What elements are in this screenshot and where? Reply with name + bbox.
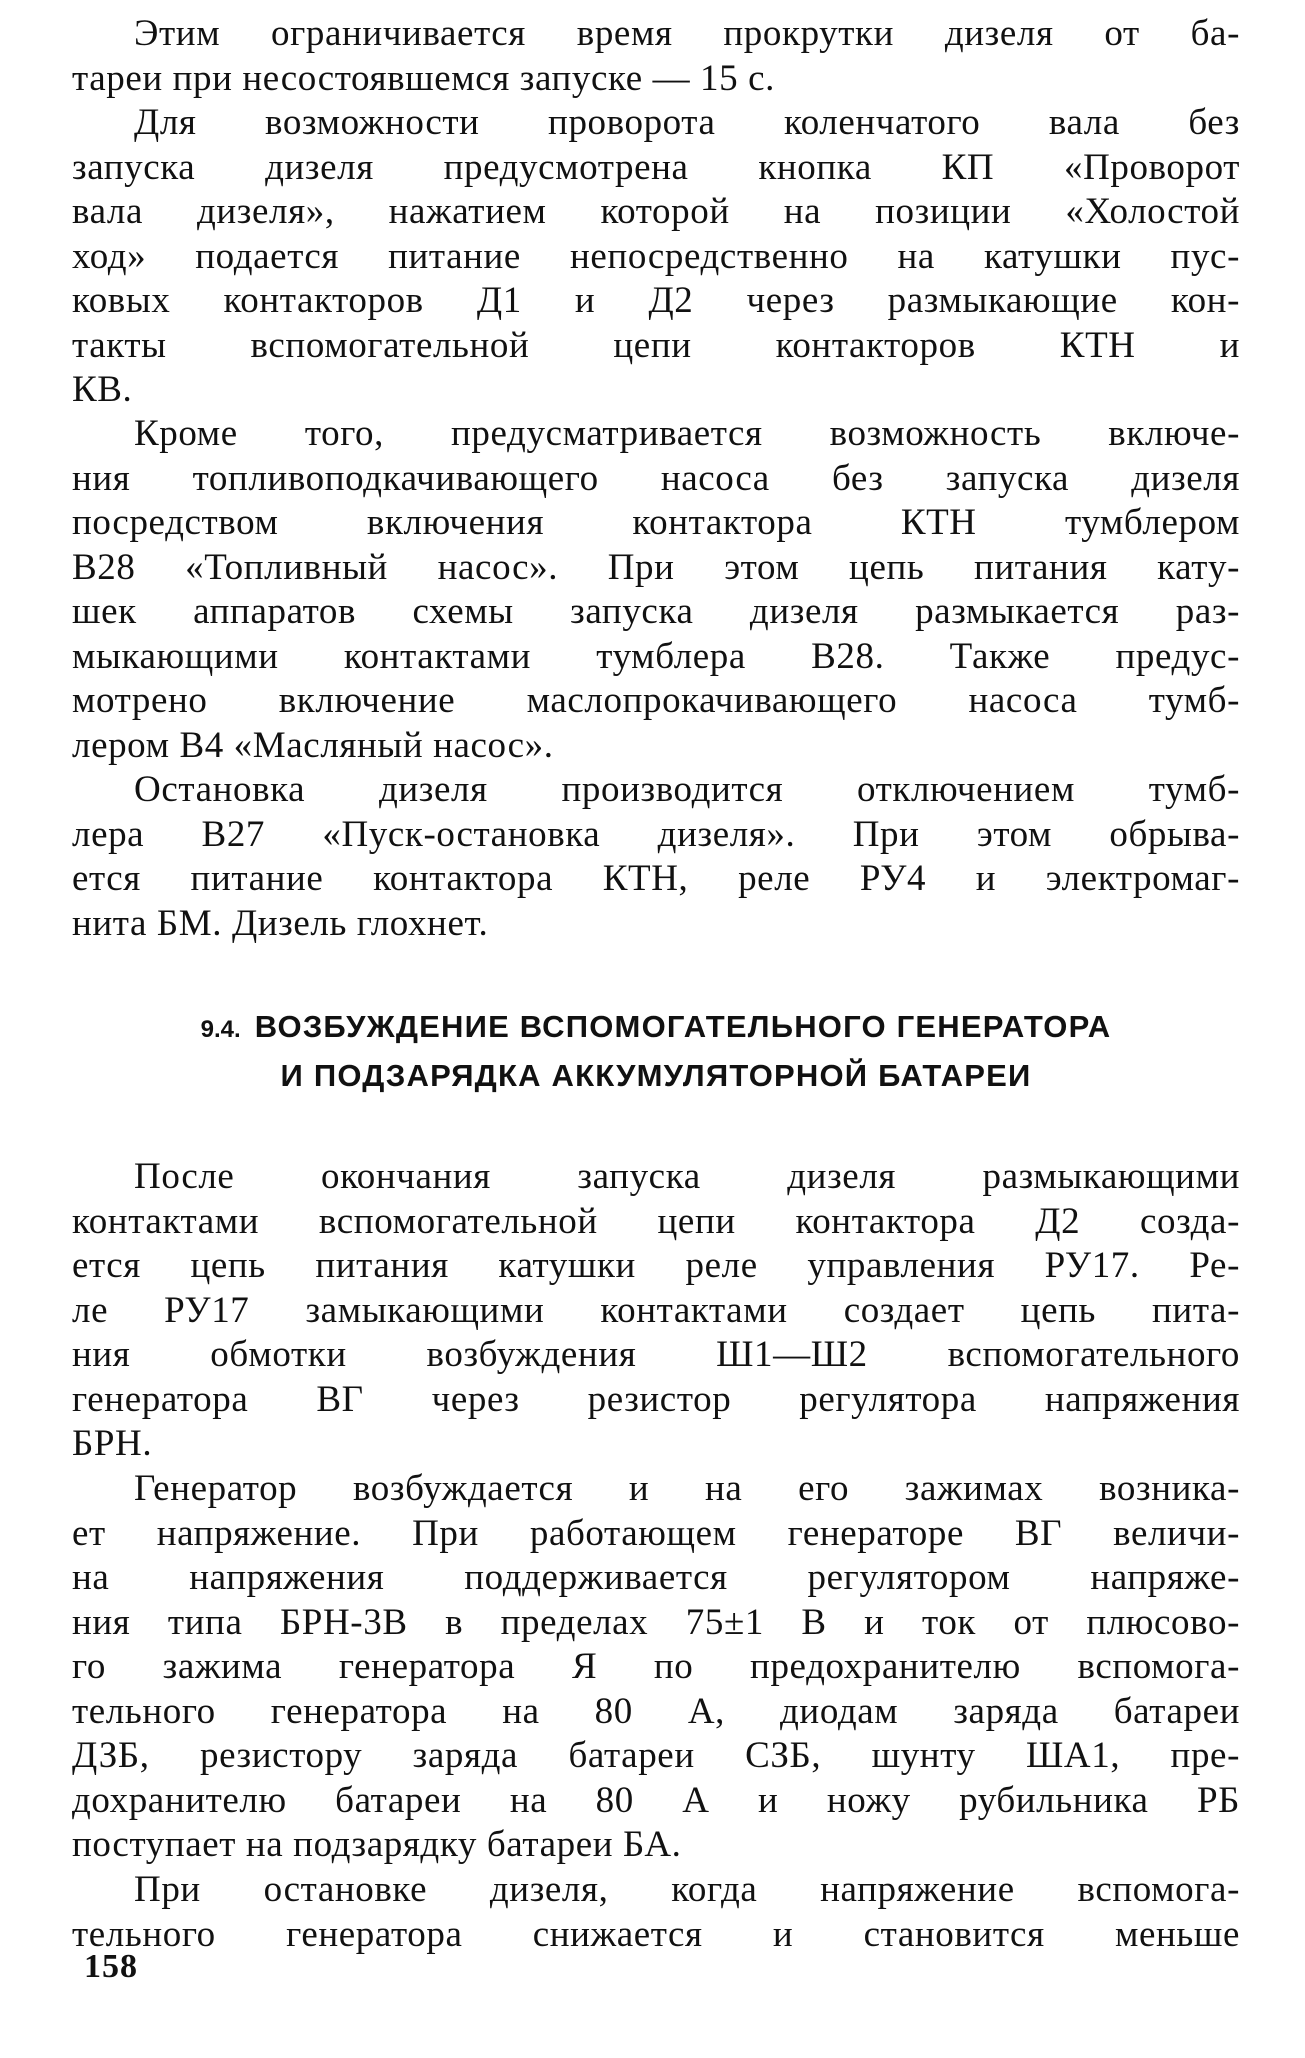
text-line: ния обмотки возбуждения Ш1—Ш2 вспомогательного	[72, 1334, 1240, 1375]
text-line: мотрено включение маслопрокачивающего насоса тумб-	[72, 680, 1240, 721]
text-line: ле РУ17 замыкающими контактами создает цепь пита-	[72, 1289, 1240, 1331]
text-line: на напряжения поддерживается регулятором напряже-	[72, 1557, 1240, 1598]
text-line: мыкающими контактами тумблера В28. Также предус-	[72, 635, 1240, 677]
text-line: ковых контакторов Д1 и Д2 через размыкающие кон-	[72, 280, 1240, 321]
text-line: БРН.	[72, 1423, 153, 1464]
paragraph-diesel-stop	[72, 768, 1240, 946]
text-line: ход» подается питание непосредственно на катушки пус-	[72, 235, 1240, 277]
text-line: контактами вспомогательной цепи контактора Д2 созда-	[72, 1200, 1240, 1242]
paragraph-generator-excitation	[72, 1467, 1240, 1868]
text-line: тельного генератора снижается и становится меньше	[72, 1913, 1240, 1955]
text-line: нита БМ. Дизель глохнет.	[72, 902, 489, 944]
text-line: Кроме того, предусматривается возможность включе-	[134, 413, 1240, 454]
text-line: шек аппаратов схемы запуска дизеля размыкается раз-	[72, 591, 1240, 632]
paragraph-after-start	[72, 1155, 1240, 1467]
text-line: лером В4 «Масляный насос».	[72, 724, 554, 766]
text-line: При остановке дизеля, когда напряжение вспомога-	[134, 1869, 1240, 1910]
paragraph-diesel-stop-voltage	[72, 1868, 1240, 1957]
text-line: После окончания запуска дизеля размыкающими	[134, 1156, 1240, 1197]
text-line: Для возможности проворота коленчатого вала без	[134, 102, 1240, 143]
text-line: поступает на подзарядку батареи БА.	[72, 1824, 682, 1865]
text-line: ет напряжение. При работающем генераторе ВГ величи-	[72, 1512, 1240, 1554]
text-line: такты вспомогательной цепи контакторов КТН и	[72, 324, 1240, 366]
text-line: В28 «Топливный насос». При этом цепь питания катy-	[72, 546, 1240, 588]
text-line: КВ.	[72, 369, 133, 410]
section-number: 9.4.	[200, 1016, 241, 1043]
text-line: генератора ВГ через резистор регулятора напряжения	[72, 1378, 1240, 1420]
paragraph-crankshaft-rotation	[72, 101, 1240, 413]
heading-line: И ПОДЗАРЯДКА АККУМУЛЯТОРНОЙ БАТАРЕИ	[280, 1058, 1032, 1093]
page-number: 158	[84, 1948, 138, 1985]
paragraph-crank-time-limit	[72, 12, 1240, 101]
text-line: тельного генератора на 80 А, диодам заряда батареи	[72, 1690, 1240, 1732]
text-line: ется цепь питания катушки реле управления РУ17. Ре-	[72, 1245, 1240, 1286]
text-line: Остановка дизеля производится отключением тумб-	[134, 769, 1240, 810]
text-line: ДЗБ, резистору заряда батареи СЗБ, шунту ША1, пре-	[72, 1735, 1240, 1776]
text-line: посредством включения контактора КТН тумблером	[72, 502, 1240, 543]
text-line: ния топливоподкачивающего насоса без запуска дизеля	[72, 457, 1240, 499]
section-heading	[72, 1004, 1240, 1099]
text-line: ния типа БРН-3В в пределах 75±1 В и ток от плюсово-	[72, 1601, 1240, 1643]
text-line: тареи при несостоявшемся запуске — 15 с.	[72, 57, 775, 99]
paragraph-fuel-pump	[72, 412, 1240, 768]
text-line: лера В27 «Пуск-остановка дизеля». При этом обрыва-	[72, 813, 1240, 855]
text-line: запуска дизеля предусмотрена кнопка КП «Проворот	[72, 146, 1240, 188]
text-line: ется питание контактора КТН, реле РУ4 и электромаг-	[72, 858, 1240, 899]
text-line: дохранителю батареи на 80 А и ножу рубильника РБ	[72, 1779, 1240, 1821]
heading-line: 9.4. ВОЗБУЖДЕНИЕ ВСПОМОГАТЕЛЬНОГО ГЕНЕРАТОРА	[200, 1009, 1112, 1044]
text-line: го зажима генератора Я по предохранителю вспомога-	[72, 1646, 1240, 1687]
text-line: Этим ограничивается время прокрутки дизеля от ба-	[134, 13, 1240, 54]
text-line: Генератор возбуждается и на его зажимах возника-	[134, 1468, 1240, 1509]
text-line: вала дизеля», нажатием которой на позиции «Холостой	[72, 191, 1240, 232]
